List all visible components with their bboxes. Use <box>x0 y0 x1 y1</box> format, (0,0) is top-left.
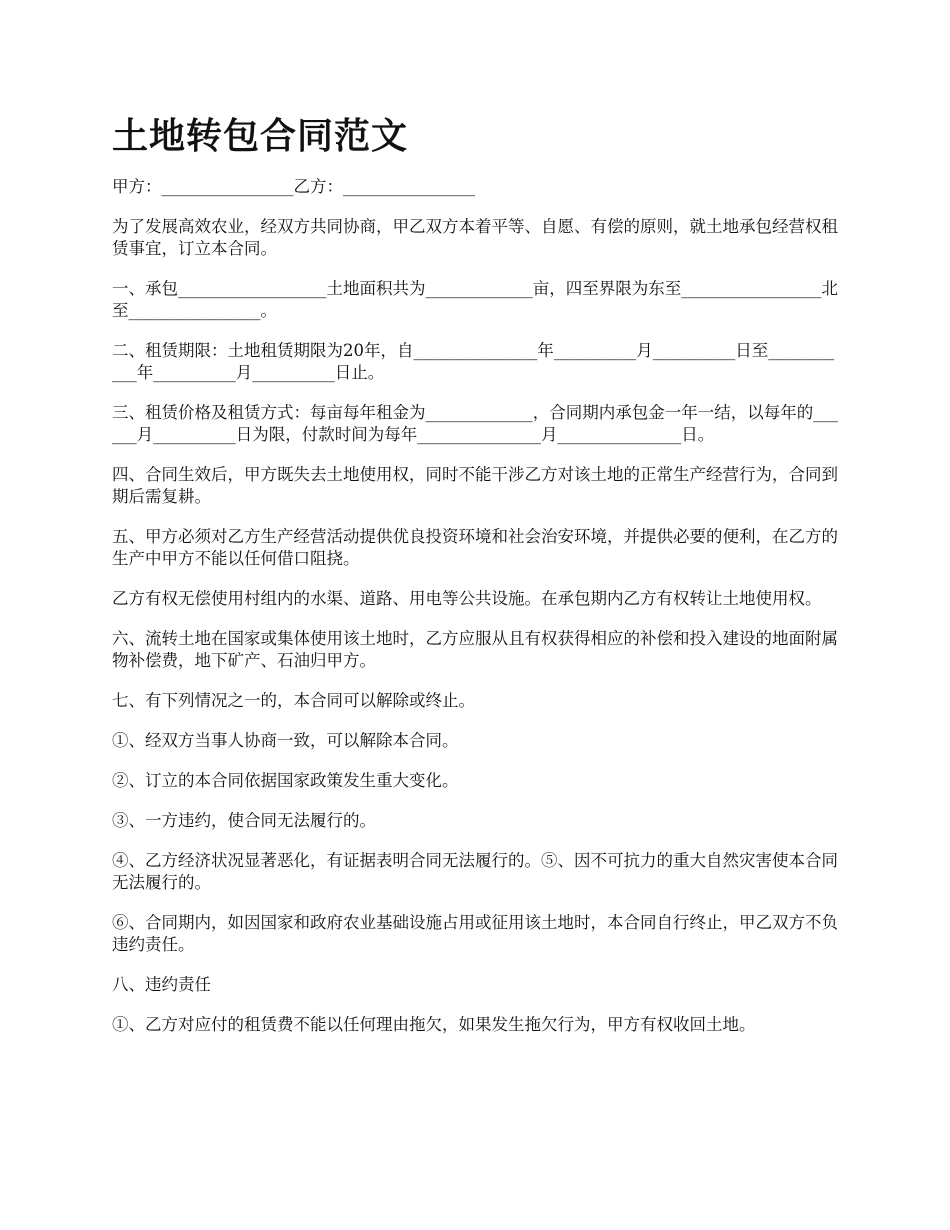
preamble-paragraph: 为了发展高效农业，经双方共同协商，甲乙双方本着平等、自愿、有偿的原则，就土地承包经营权租赁事宜，订立本合同。 <box>112 217 838 258</box>
clause-5-party-a-duties: 五、甲方必须对乙方生产经营活动提供优良投资环境和社会治安环境，并提供必要的便利，在乙方的生产中甲方不能以任何借口阻挠。 <box>112 527 838 568</box>
clause-8-liability-heading: 八、违约责任 <box>112 975 211 994</box>
document-title: 土地转包合同范文 <box>112 115 409 157</box>
clause-2-lease-term: 二、租赁期限：土地租赁期限为20年，自_______________年__________月__________日至___________年__________月__________日止。 <box>112 341 835 382</box>
termination-item-4-5: ④、乙方经济状况显著恶化，有证据表明合同无法履行的。⑤、因不可抗力的重大自然灾害使本合同无法履行的。 <box>112 851 838 892</box>
party-b-rights-paragraph: 乙方有权无偿使用村组内的水渠、道路、用电等公共设施。在承包期内乙方有权转让土地使用权。 <box>112 589 822 608</box>
termination-item-3: ③、一方违约，使合同无法履行的。 <box>112 811 376 830</box>
clause-4-effect: 四、合同生效后，甲方既失去土地使用权，同时不能干涉乙方对该土地的正常生产经营行为，合同到期后需复耕。 <box>112 465 838 506</box>
clause-1-contract-land: 一、承包__________________土地面积共为_____________亩，四至界限为东至_________________北至________________。 <box>112 279 838 320</box>
document-page <box>112 110 842 1054</box>
termination-item-2: ②、订立的本合同依据国家政策发生重大变化。 <box>112 771 459 790</box>
clause-6-state-use: 六、流转土地在国家或集体使用该土地时，乙方应服从且有权获得相应的补偿和投入建设的地面附属物补偿费，地下矿产、石油归甲方。 <box>112 629 838 670</box>
liability-item-1: ①、乙方对应付的租赁费不能以任何理由拖欠，如果发生拖欠行为，甲方有权收回土地。 <box>112 1015 756 1034</box>
termination-item-1: ①、经双方当事人协商一致，可以解除本合同。 <box>112 731 459 750</box>
parties-line: 甲方：________________乙方：________________ <box>112 177 475 196</box>
clause-7-termination-heading: 七、有下列情况之一的，本合同可以解除或终止。 <box>112 691 475 710</box>
termination-item-6: ⑥、合同期内，如因国家和政府农业基础设施占用或征用该土地时，本合同自行终止，甲乙双方不负违约责任。 <box>112 913 838 954</box>
clause-3-lease-price: 三、租赁价格及租赁方式：每亩每年租金为_____________，合同期内承包金一年一结，以每年的______月__________日为限，付款时间为每年_______________月_______________日。 <box>112 403 838 444</box>
